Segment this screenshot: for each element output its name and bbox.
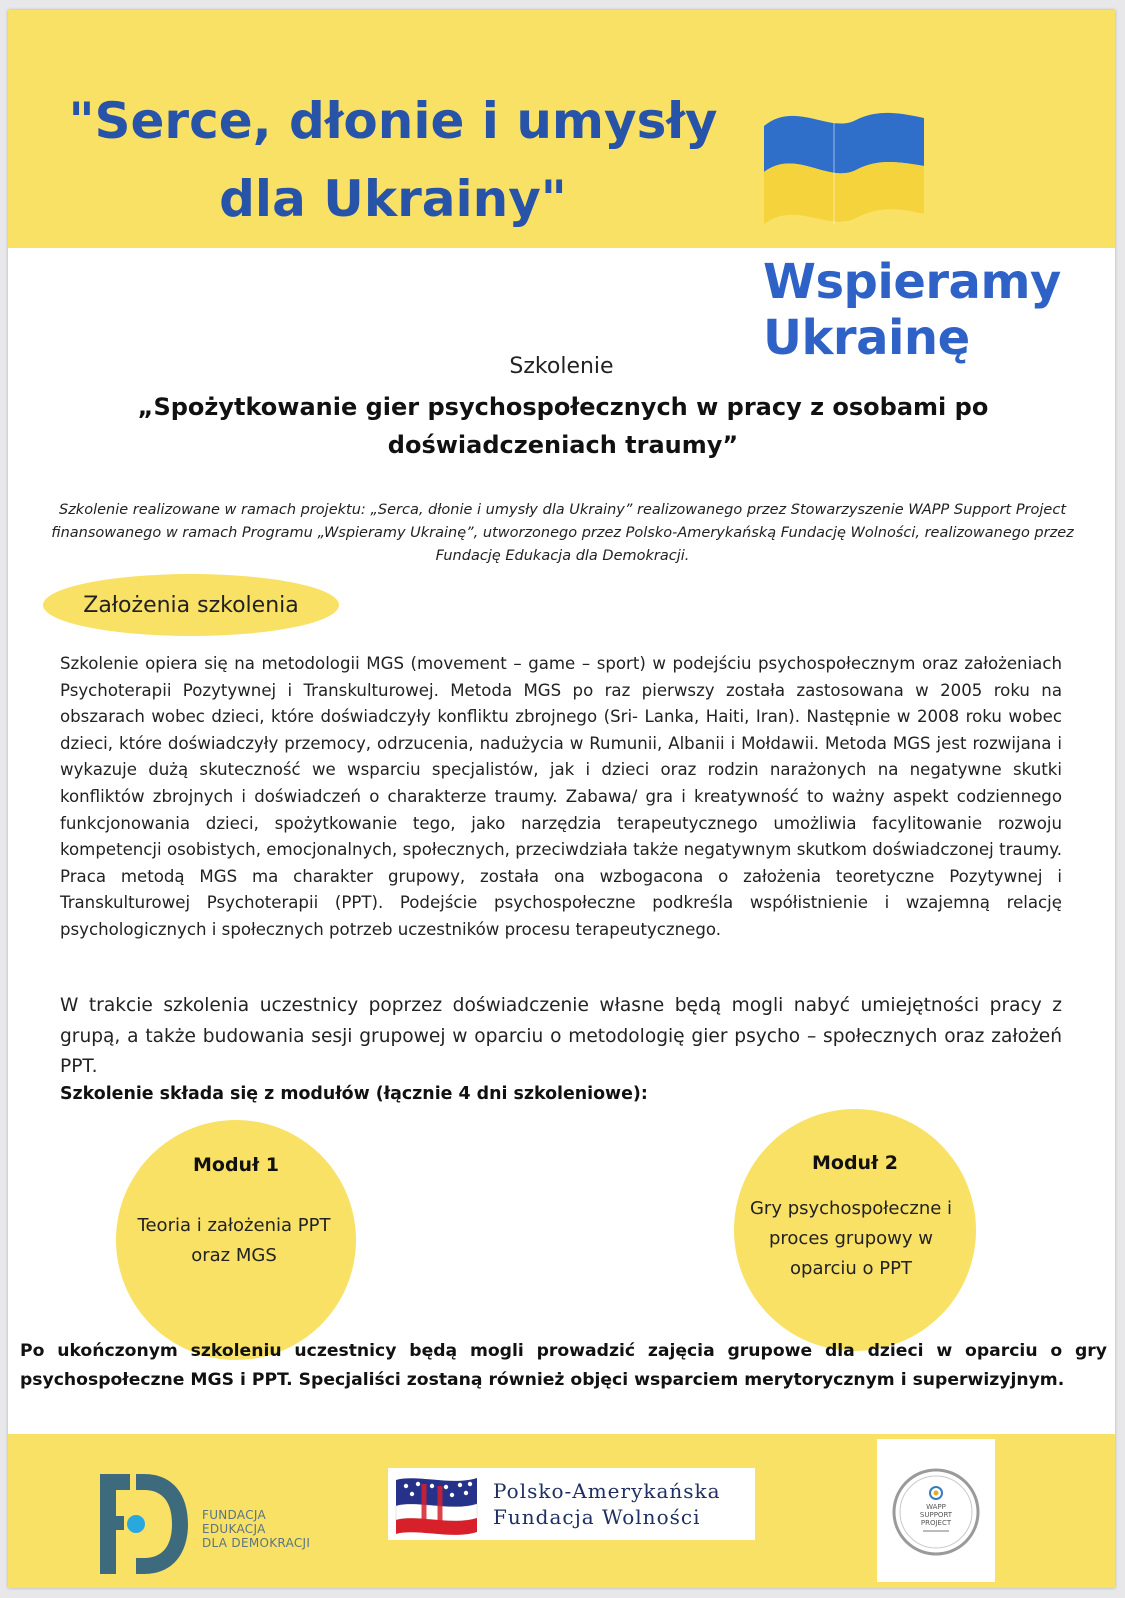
modules-heading: Szkolenie składa się z modułów (łącznie 4 dni szkoleniowe):	[60, 1084, 648, 1104]
fed-logo-mark-icon	[96, 1474, 188, 1574]
pafw-flag-icon	[394, 1474, 479, 1536]
module-2-description: Gry psychospołeczne i proces grupowy w oparciu o PPT	[749, 1198, 953, 1279]
wapp-logo-text	[891, 1503, 981, 1527]
project-note: Szkolenie realizowane w ramach projektu: „Serca, dłonie i umysły dla Ukrainy” realizowanego przez Stowarzyszenie WAPP Support Project finansowanego w ramach Programu „Wspieramy Ukrainę”, utworzonego przez Polsko-Amerykańską Fundację Wolności, realizowanego przez Fundację Edukacja dla Demokracji.	[51, 502, 1074, 564]
module-2-circle	[734, 1109, 976, 1351]
fed-line-3: DLA DEMOKRACJI	[202, 1536, 311, 1550]
training-title-line-2: doświadczeniach traumy”	[387, 431, 739, 459]
module-1-description: Teoria i założenia PPT oraz MGS	[137, 1215, 331, 1266]
pafw-line-1: Polsko-Amerykańska	[493, 1479, 721, 1503]
section-heading-pill	[43, 574, 339, 636]
assumptions-paragraph-2: W trakcie szkolenia uczestnicy poprzez doświadczenie własne będą mogli nabyć umiejętności pracy z grupą, a także budowania sesji grupowej w oparciu o metodologię gier psycho – społecznych oraz założeń PPT.	[60, 995, 1062, 1077]
fed-logo	[96, 1474, 336, 1574]
wapp-line-3: PROJECT	[920, 1519, 952, 1527]
closing-statement: Po ukończonym szkoleniu uczestnicy będą mogli prowadzić zajęcia grupowe dla dzieci w oparciu o gry psychospołeczne MGS i PPT. Specjaliści zostaną również objęci wsparciem merytorycznym i superwizyjnym.	[20, 1341, 1107, 1391]
flyer-page	[8, 10, 1115, 1588]
fed-line-1: FUNDACJA	[202, 1508, 267, 1522]
ukraine-flag-icon	[760, 96, 928, 230]
module-1-circle	[116, 1120, 356, 1360]
fed-logo-text	[202, 1508, 342, 1550]
assumptions-paragraph-1: Szkolenie opiera się na metodologii MGS (movement – game – sport) w podejściu psychospołecznym oraz założeniach Psychoterapii Pozytywnej i Transkulturowej. Metoda MGS po raz pierwszy została zastosowana w 2005 roku na obszarach wobec dzieci, które doświadczyły konfliktu zbrojnego (Sri- Lanka, Haiti, Iran). Następnie w 2008 roku wobec dzieci, które doświadczyły przemocy, odrzucenia, nadużycia w Rumunii, Albanii i Mołdawii. Metoda MGS jest rozwijana i wykazuje dużą skuteczność we wsparciu specjalistów, jak i dzieci oraz rodzin narażonych na negatywne skutki konfliktów zbrojnych i doświadczeń o charakterze traumy. Zabawa/ gra i kreatywność to ważny aspekt codziennego funkcjonowania dzieci, spożytkowanie tego, jako narzędzia terapeutycznego umożliwia facylitowanie rozwoju kompetencji osobistych, emocjonalnych, społecznych, przeciwdziała także negatywnym skutkom doświadczonej traumy. Praca metodą MGS ma charakter grupowy, została ona wzbogacona o założenia teoretyczne Pozytywnej i Transkulturowej Psychoterapii (PPT). Podejście psychospołeczne podkreśla współistnienie i wzajemną relację psychologicznych i społecznych potrzeb uczestników procesu terapeutycznego.	[60, 654, 1062, 939]
section-heading: Założenia szkolenia	[83, 592, 299, 618]
module-2-title: Moduł 2	[812, 1152, 898, 1174]
main-title-line-1: "Serce, dłonie i umysły	[68, 92, 718, 150]
pafw-logo-text	[493, 1478, 753, 1530]
footer-band	[8, 1434, 1115, 1588]
fed-line-2: EDUKACJA	[202, 1522, 266, 1536]
wspieramy-ukraine-badge	[763, 254, 1108, 366]
pafw-line-2: Fundacja Wolności	[493, 1505, 701, 1529]
wapp-line-2: SUPPORT	[919, 1511, 953, 1519]
training-title-line-1: „Spożytkowanie gier psychospołecznych w pracy z osobami po	[137, 393, 989, 421]
badge-line-1: Wspieramy	[763, 254, 1061, 310]
training-title	[98, 388, 1028, 464]
badge-line-2: Ukrainę	[763, 310, 970, 366]
wapp-logo	[877, 1439, 995, 1582]
main-title	[38, 82, 748, 238]
training-kicker: Szkolenie	[509, 354, 614, 379]
module-1-title: Moduł 1	[193, 1154, 279, 1176]
wapp-line-1: WAPP	[926, 1503, 946, 1511]
pafw-logo	[388, 1468, 755, 1540]
main-title-line-2: dla Ukrainy"	[219, 170, 567, 228]
